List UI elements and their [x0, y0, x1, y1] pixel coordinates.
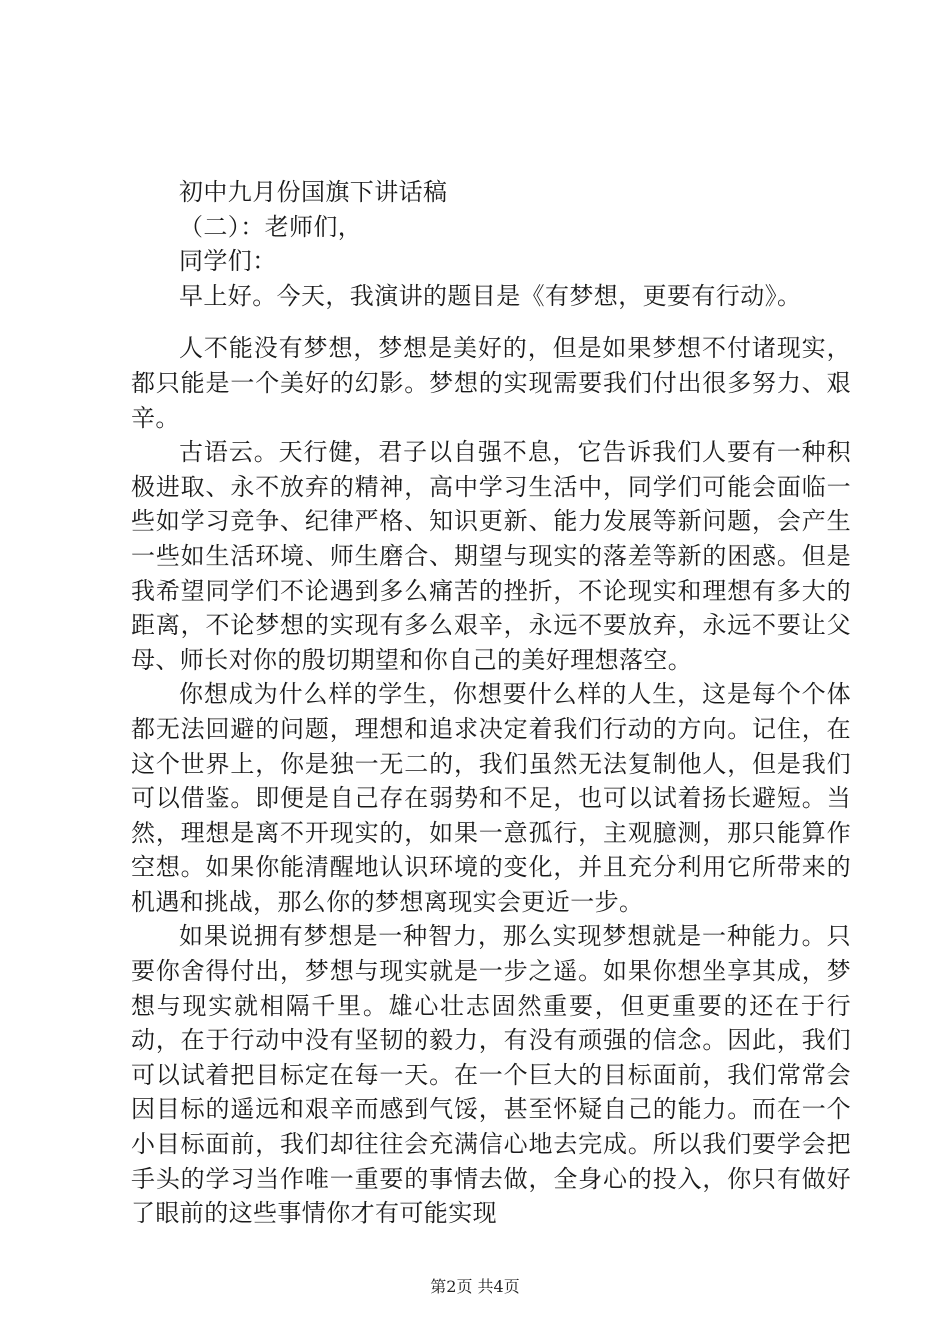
page-number-footer: 第2页 共4页 — [430, 1277, 520, 1296]
document-title: 初中九月份国旗下讲话稿 — [179, 178, 448, 206]
paragraph-1: 人不能没有梦想，梦想是美好的，但是如果梦想不付诸现实，都只能是一个美好的幻影。梦想的实现需要我们付出很多努力、艰辛。 — [131, 334, 851, 432]
salutation-teachers: （二）：老师们， — [179, 212, 363, 241]
document-body — [131, 175, 851, 1231]
paragraph-2: 古语云。天行健，君子以自强不息，它告诉我们人要有一种积极进取、永不放弃的精神，高中学习生活中，同学们可能会面临一些如学习竞争、纪律严格、知识更新、能力发展等新问题，会产生一些如生活环境、师生磨合、期望与现实的落差等新的困惑。但是我希望同学们不论遇到多么痛苦的挫折，不论现实和理想有多大的距离，不论梦想的实现有多么艰辛，永远不要放弃，永远不要让父母、师长对你的殷切期望和你自己的美好理想落空。 — [131, 438, 851, 674]
salutation-students: 同学们： — [179, 247, 277, 276]
paragraph-3: 你想成为什么样的学生，你想要什么样的人生，这是每个个体都无法回避的问题，理想和追求决定着我们行动的方向。记住，在这个世界上，你是独一无二的，我们虽然无法复制他人，但是我们可以借鉴。即便是自己存在弱势和不足，也可以试着扬长避短。当然，理想是离不开现实的，如果一意孤行，主观臆测，那只能算作空想。如果你能清醒地认识环境的变化，并且充分利用它所带来的机遇和挑战，那么你的梦想离现实会更近一步。 — [131, 680, 851, 916]
opening-line: 早上好。今天，我演讲的题目是《有梦想，更要有行动》。 — [179, 281, 802, 310]
paragraph-4: 如果说拥有梦想是一种智力，那么实现梦想就是一种能力。只要你舍得付出，梦想与现实就是一步之遥。如果你想坐享其成，梦想与现实就相隔千里。雄心壮志固然重要，但更重要的还在于行动，在于行动中没有坚韧的毅力，有没有顽强的信念。因此，我们可以试着把目标定在每一天。在一个巨大的目标面前，我们常常会因目标的遥远和艰辛而感到气馁，甚至怀疑自己的能力。而在一个小目标面前，我们却往往会充满信心地去完成。所以我们要学会把手头的学习当作唯一重要的事情去做，全身心的投入，你只有做好了眼前的这些事情你才有可能实现 — [131, 922, 851, 1228]
